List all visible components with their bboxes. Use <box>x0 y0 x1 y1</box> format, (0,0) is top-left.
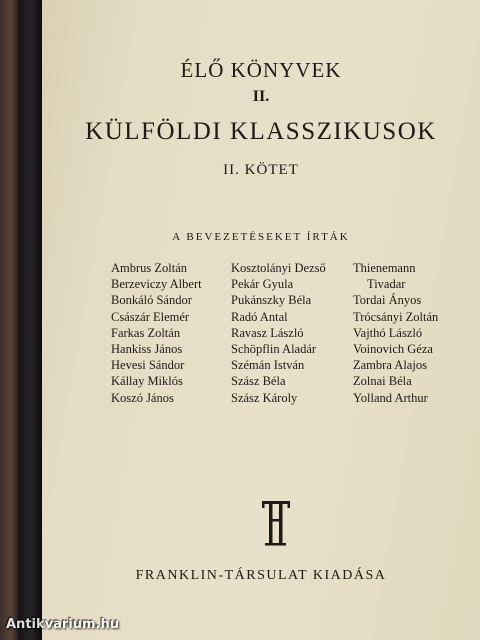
author-name: Farkas Zoltán <box>111 325 181 340</box>
publisher-imprint: FRANKLIN-TÁRSULAT KIADÁSA <box>135 568 387 583</box>
author-name: Berzeviczy Albert <box>111 277 202 292</box>
author-name: Bonkáló Sándor <box>111 293 192 308</box>
author-name: Zolnai Béla <box>353 374 412 389</box>
author-name: Pukánszky Béla <box>231 293 312 308</box>
volume-label: II. KÖTET <box>223 162 299 178</box>
author-name-continued: Tivadar <box>367 277 406 292</box>
publisher-logo <box>260 497 292 549</box>
author-name: Schöpflin Aladár <box>231 342 317 357</box>
author-name: Radó Antal <box>231 309 288 324</box>
cover-edge <box>18 0 42 640</box>
author-name: Szász Béla <box>231 374 286 389</box>
author-name: Tordai Ányos <box>353 293 422 308</box>
authors-column-1 <box>111 260 202 406</box>
author-name: Kállay Miklós <box>111 374 183 389</box>
watermark: Antikvarium.hu <box>6 617 119 632</box>
author-name: Kosztolányi Dezső <box>231 261 326 275</box>
author-name: Zambra Alajos <box>353 358 427 373</box>
author-name: Császár Elemér <box>111 309 190 324</box>
authors-column-2 <box>231 260 326 406</box>
authors-column-3 <box>353 260 438 406</box>
author-name: Yolland Arthur <box>353 390 428 405</box>
author-name: Hevesi Sándor <box>111 358 185 373</box>
author-name: Szémán István <box>231 358 305 373</box>
author-name: Thienemann <box>353 261 416 275</box>
author-name: Szász Károly <box>231 390 298 405</box>
author-name: Koszó János <box>111 390 174 405</box>
author-name: Ambrus Zoltán <box>111 261 188 275</box>
series-title: ÉLŐ KÖNYVEK <box>180 58 342 82</box>
book-title: KÜLFÖLDI KLASSZIKUSOK <box>85 118 437 145</box>
author-name: Pekár Gyula <box>231 277 294 292</box>
author-name: Trócsányi Zoltán <box>353 309 439 324</box>
book-spine <box>0 0 18 640</box>
author-name: Ravasz László <box>231 325 304 340</box>
introductions-heading: A BEVEZETÉSEKET ÍRTÁK <box>172 231 350 243</box>
author-name: Voinovich Géza <box>353 342 433 357</box>
author-name: Hankiss János <box>111 342 183 357</box>
author-name: Vajthó László <box>353 325 423 340</box>
series-number: II. <box>252 88 270 105</box>
title-page <box>42 0 480 640</box>
